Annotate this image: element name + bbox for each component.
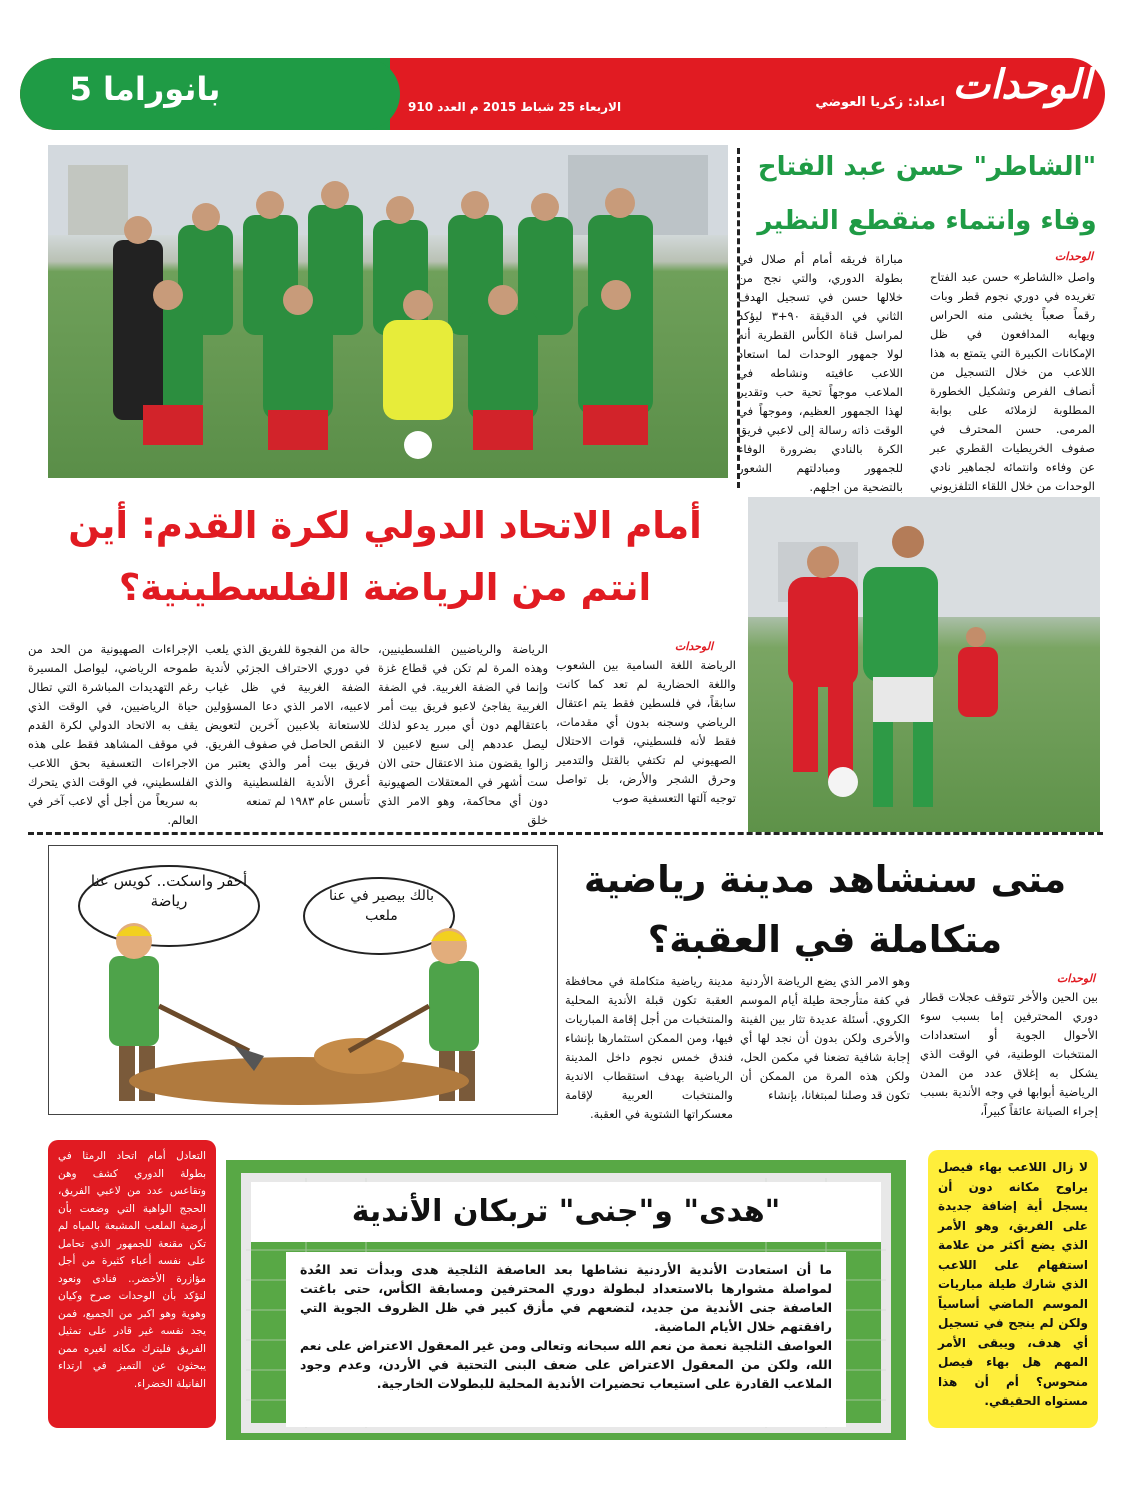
article1-headline bbox=[757, 140, 1097, 248]
article2-tag: الوحدات bbox=[674, 640, 713, 653]
brand-logo: الوحدات bbox=[952, 62, 1091, 108]
editor-credit: اعداد: زكريا العوضي bbox=[815, 95, 945, 110]
article3-col2: وهو الامر الذي يضع الرياضة الأردنية في كفة متأرجحة طيلة أيام الموسم الكروي. أسئلة عديدة تثار بين الفينة والأخرى ولكن بدون أن نجد لها أي إجابة شافية تضعنا في مكمن الحل، ولكن هذه المرة من الممكن أن تكون قد وصلنا لمبتغانا، بإنشاء bbox=[740, 974, 910, 1102]
article2-col2: الرياضة والرياضيين الفلسطينيين، وهذه المرة لم تكن في قطاع غزة وإنما في الضفة الغربية. في الضفة الغربية يفاجئ لاعبو فريق بيت أمر باعتقالهم دون أي مبرر يدعو لذلك ليصل عددهم إلى سبع لاعبين لا زالوا يقضون منذ الاعتقال حتى الان ست أشهر في المعتقلات الصهيونية دون أي محاكمة، وهو الامر الذي خلق bbox=[378, 642, 548, 827]
article2-title-line1: أمام الاتحاد الدولي لكرة القدم: أين bbox=[68, 504, 702, 547]
issue-date: الاربعاء 25 شباط 2015 م العدد 910 bbox=[408, 100, 622, 114]
yellow-side-box bbox=[928, 1150, 1098, 1428]
goal-story-title: "هدى" و"جنى" تربكان الأندية bbox=[251, 1182, 881, 1242]
article2-headline bbox=[40, 495, 730, 619]
goal-story-p2: العواصف الثلجية نعمة من نعم الله سبحانه وتعالى ومن غير المعقول الاعتراض على نعم الله، ولكن من المعقول الاعتراض على ضعف البنى التحتية في الأردن، وعدم وجود الملاعب القادرة على استيعاب تحضيرات الأندية المحلية للبطولات الخارجية. bbox=[300, 1338, 832, 1391]
article3-headline bbox=[575, 850, 1075, 970]
yellow-box-text: لا زال اللاعب بهاء فيصل يراوح مكانه دون أن يسجل أية إضافة جديدة على الفريق، وهو الأمر الذي يضع أكثر من علامة استفهام على اللاعب الذي شارك طيلة مباريات الموسم الماضي أساسياً ولكن لم ينجح في تسجيل أي هدف، ويبقى الأمر المهم هل بهاء فيصل منحوس؟ أم أن هذا مستواه الحقيقي. bbox=[938, 1160, 1088, 1408]
vertical-divider bbox=[737, 148, 740, 488]
red-side-box bbox=[48, 1140, 216, 1428]
section-tab-edge bbox=[330, 58, 400, 130]
cartoon-panel bbox=[48, 845, 558, 1115]
section-label: بانوراما bbox=[103, 70, 221, 108]
match-photo bbox=[748, 497, 1100, 832]
article3-col1: بين الحين والأخر تتوقف عجلات قطار دوري المحترفين إما بسبب سوء الأحوال الجوية أو استعدادات المنتخبات الوطنية، في الوقت الذي يشكل به إغلاق عدد من المدن الرياضية أبوابها في وجه الأندية بسبب إجراء الصيانة عائقاً كبيراً، bbox=[920, 990, 1098, 1118]
match-photo-art bbox=[748, 497, 1100, 832]
article3-title-line1: متى سنشاهد مدينة رياضية bbox=[583, 858, 1067, 901]
cartoon-bubble-right: بالك بيصير في عنا ملعب bbox=[329, 888, 434, 924]
goal-story-panel bbox=[226, 1160, 906, 1440]
page-number: 5 bbox=[69, 70, 92, 108]
article3-title-line2: متكاملة في العقبة؟ bbox=[647, 918, 1003, 961]
article2-col3: حالة من الفجوة للفريق الذي يلعب في دوري الاحتراف الجزئي لأندية الضفة الغربية في ظل غياب لاعبيه، الامر الذي دعا المسؤولين للاستعانة بلاعبين آخرين لتعويض النقص الحاصل في صفوف الفريق. فريق بيت أمر والذي يعتبر من أعرق الأندية الفلسطينية والذي تأسس عام ١٩٨٣ لم تمنعه bbox=[205, 642, 370, 808]
red-box-text: التعادل أمام اتحاد الرمثا في بطولة الدوري كشف وهن وتقاعس عدد من لاعبي الفريق، الحجج الواهية التي وضعت بأن أرضية الملعب المشبعة بالمياه لم تكن مقنعة للجمهور الذي تحامل على نفسه أعباء كثيرة من أجل مؤازرة الأخضر.. فنادى ونعود لنؤكد بأن الوحدات صرح وكيان وهوية وهو اكبر من الجميع، فمن يجد نفسه غير قادر على تمثيل الفريق فليترك مكانه لغيره ممن يبحثون عن التميز في ارتداء الفانيلة الخضراء. bbox=[58, 1150, 206, 1390]
article1-col-left: مباراة فريقه أمام أم صلال في بطولة الدوري، والتي نجح من خلالها حسن في تسجيل الهدف الثاني في الدقيقة ٩٠+٣ ليؤكد لمراسل قناة الكأس القطرية أنه لولا جمهور الوحدات لما استعاد اللاعب عافيته ونشاطه في الملاعب موجهاً تحية حب وتقدير لهذا الجمهور العظيم، وموجهاً في الوقت ذاته رسالة إلى لاعبي فريق الكرة بالنادي بضرورة الوفاء للجمهور ومبادلتهم الشعور بالتضحية من اجلهم. bbox=[738, 252, 903, 494]
article1-tag: الوحدات bbox=[1054, 250, 1093, 263]
article1-col-right: واصل «الشاطر» حسن عبد الفتاح تغريده في دوري نجوم قطر وبات رقماً صعباً يخشى منه الحراس ويهابه المدافعون في ظل الإمكانات الكبيرة التي يتمتع به هذا اللاعب من خلال التسجيل من أنصاف الفرص وتشكيل الخطورة المطلوبة لزملائه على بوابة المرمى. حسن المحترف في صفوف الخريطيات القطري عبر عن وفاءه وانتمائه لجماهير نادي الوحدات من خلال اللقاء التلفزيوني bbox=[930, 270, 1095, 493]
article2-col1: الرياضة اللغة السامية بين الشعوب واللغة الحضارية لم تعد كما كانت سابقاً، في فلسطين فقط يتم اعتقال الرياضي وسجنه بدون أي مقدمات، فقط لأنه فلسطيني، قوات الاحتلال الصهيوني لم تكتفي بالقتل والتدمير وحرق الشجر والأرض، بل تواصل توجيه آلتها التعسفية صوب bbox=[556, 658, 736, 805]
article2-col4: الإجراءات الصهيونية من الحد من طموحه الرياضي، ليواصل المسيرة رغم التهديدات المباشرة التي تطال حياة الرياضيين، في الوقت الذي يقف به الاتحاد الدولي لكرة القدم في موقف المشاهد فقط على هذه الاجراءات التعسفية بحق اللاعب الفلسطيني، في الوقت الذي يتحرك به سريعاً من أجل أي لاعب آخر في العالم. bbox=[28, 642, 198, 827]
article1-title-line1: "الشاطر" حسن عبد الفتاح bbox=[757, 152, 1097, 182]
team-photo bbox=[48, 145, 728, 478]
article3-col3: مدينة رياضية متكاملة في محافظة العقبة تكون قبلة الأندية المحلية والمنتخبات من أجل إقامة المباريات فيها، ومن الممكن استثمارها بإنشاء فندق خمس نجوم داخل المدينة الرياضية بهدف استقطاب الاندية والمنتخبات العربية لإقامة معسكراتها الشتوية في العقبة. bbox=[565, 974, 733, 1121]
goal-story-p1: ما أن استعادت الأندية الأردنية نشاطها بعد العاصفة الثلجية هدى وبدأت تعد العُدة لمواصلة مشوارها بالاستعداد لبطولة دوري المحترفين ومسابقة الكأس، حتى باغتت العاصفة جنى الأندية من جديد، لتضعهم في مأزق كبير في ظل الظروف الجوية التي رافقتهم خلال الأيام الماضية. bbox=[300, 1262, 832, 1334]
article1-title-line2: وفاء وانتماء منقطع النظير bbox=[757, 206, 1097, 236]
article2-title-line2: انتم من الرياضة الفلسطينية؟ bbox=[118, 566, 652, 609]
goal-story-body bbox=[286, 1252, 846, 1427]
team-photo-art bbox=[48, 145, 728, 478]
section-divider bbox=[28, 832, 1103, 835]
section-title bbox=[40, 70, 250, 108]
cartoon-bubble-left: أحفر واسكت.. كويس عنا رياضة bbox=[90, 872, 248, 910]
article3-tag: الوحدات bbox=[1056, 972, 1095, 985]
